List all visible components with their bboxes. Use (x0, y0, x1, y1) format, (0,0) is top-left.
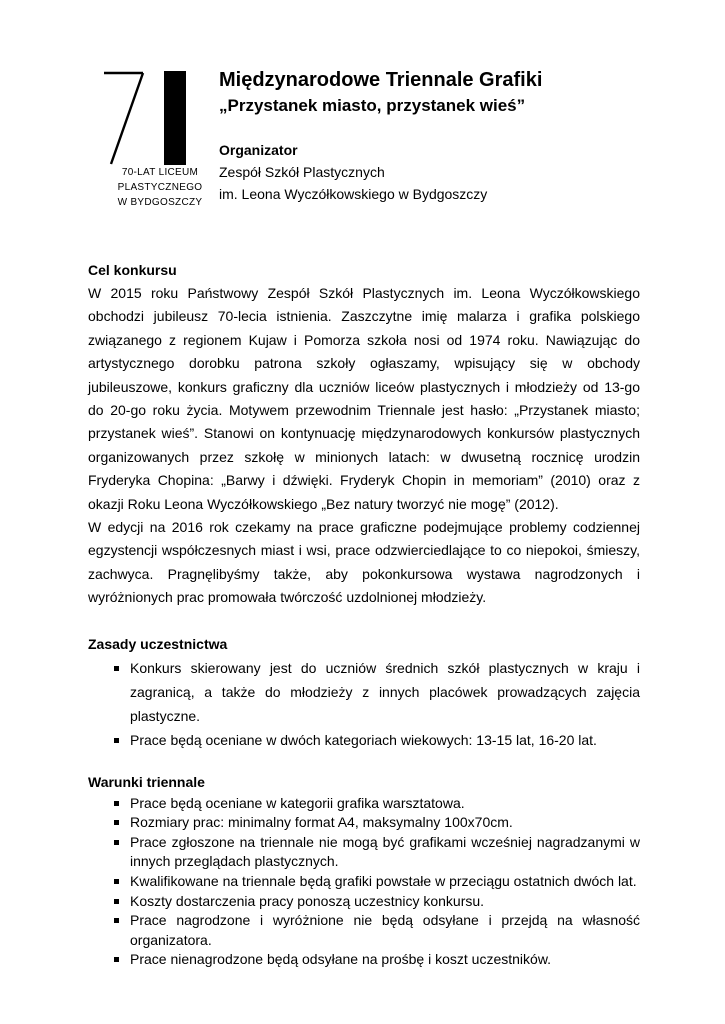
conditions-item: Kwalifikowane na triennale będą grafiki powstałe w przeciągu ostatnich dwóch lat. (130, 872, 640, 892)
organizer-heading: Organizator (219, 142, 298, 158)
logo-caption-line-3: W BYDGOSZCZY (117, 197, 203, 208)
document-subtitle: „Przystanek miasto, przystanek wieś” (219, 96, 526, 115)
conditions-item: Prace nienagrodzone będą odsyłane na prośbę i koszt uczestników. (130, 950, 640, 970)
conditions-heading: Warunki triennale (88, 773, 205, 790)
conditions-item: Prace nagrodzone i wyróżnione nie będą odsyłane i przejdą na własność organizatora. (130, 911, 640, 950)
conditions-item: Prace będą oceniane w kategorii grafika warsztatowa. (130, 794, 640, 814)
logo-caption-line-2: PLASTYCZNEGO (117, 182, 203, 193)
conditions-list (88, 794, 640, 970)
rules-heading: Zasady uczestnictwa (88, 635, 228, 652)
goal-paragraph-1: W 2015 roku Państwowy Zespół Szkół Plastycznych im. Leona Wyczółkowskiego obchodzi jubileusz 70-lecia istnienia. Zaszczytne imię malarza i grafika polskiego związanego z regionem Kujaw i Pomorza szkoła nosi od 1974 roku. Nawiązując do artystycznego dorobku patrona szkoły ogłaszamy, wpisujący się w obchody jubileuszowe, konkurs graficzny dla uczniów liceów plastycznych i młodzieży od 13-go do 20-go roku życia. Motywem przewodnim Triennale jest hasło: „Przystanek miasto; przystanek wieś”. Stanowi on kontynuację międzynarodowych konkursów plastycznych organizowanych przez szkołę w minionych latach: w dwusetną rocznicę urodzin Fryderyka Chopina: „Barwy i dźwięki. Fryderyk Chopin in memoriam” (2010) oraz z okazji Roku Leona Wyczółkowskiego „Bez natury tworzyć nie mogę” (2012). (88, 285, 640, 512)
rules-item: Prace będą oceniane w dwóch kategoriach wiekowych: 13-15 lat, 16-20 lat. (130, 728, 640, 752)
rules-list (88, 656, 640, 752)
document-header (219, 66, 679, 205)
rules-item: Konkurs skierowany jest do uczniów średnich szkół plastycznych w kraju i zagranicą, a także do młodzieży z innych placówek prowadzących zajęcia plastyczne. (130, 656, 640, 728)
organizer-patron: im. Leona Wyczółkowskiego w Bydgoszczy (219, 186, 488, 202)
school-logo (100, 70, 220, 210)
document-title: Międzynarodowe Triennale Grafiki (219, 69, 543, 91)
goal-paragraph-2: W edycji na 2016 rok czekamy na prace graficzne podejmujące problemy codziennej egzystencji współczesnych miast i wsi, prace odzwierciedlające to co niepokoi, śmieszy, zachwyca. Pragnęlibyśmy także, aby pokonkursowa wystawa nagrodzonych i wyróżnionych prac promowała twórczość uzdolnionej młodzieży. (88, 519, 640, 606)
organizer-name: Zespół Szkół Plastycznych (219, 164, 385, 180)
logo-caption-line-1: 70-LAT LICEUM (121, 167, 199, 178)
document-body (88, 258, 640, 970)
conditions-item: Rozmiary prac: minimalny format A4, maksymalny 100x70cm. (130, 813, 640, 833)
conditions-item: Prace zgłoszone na triennale nie mogą być grafikami wcześniej nagradzanymi w innych przeglądach plastycznych. (130, 833, 640, 872)
seventy-one-logo-mark (100, 70, 220, 166)
goal-heading: Cel konkursu (88, 262, 177, 278)
conditions-item: Koszty dostarczenia pracy ponoszą uczestnicy konkursu. (130, 892, 640, 912)
